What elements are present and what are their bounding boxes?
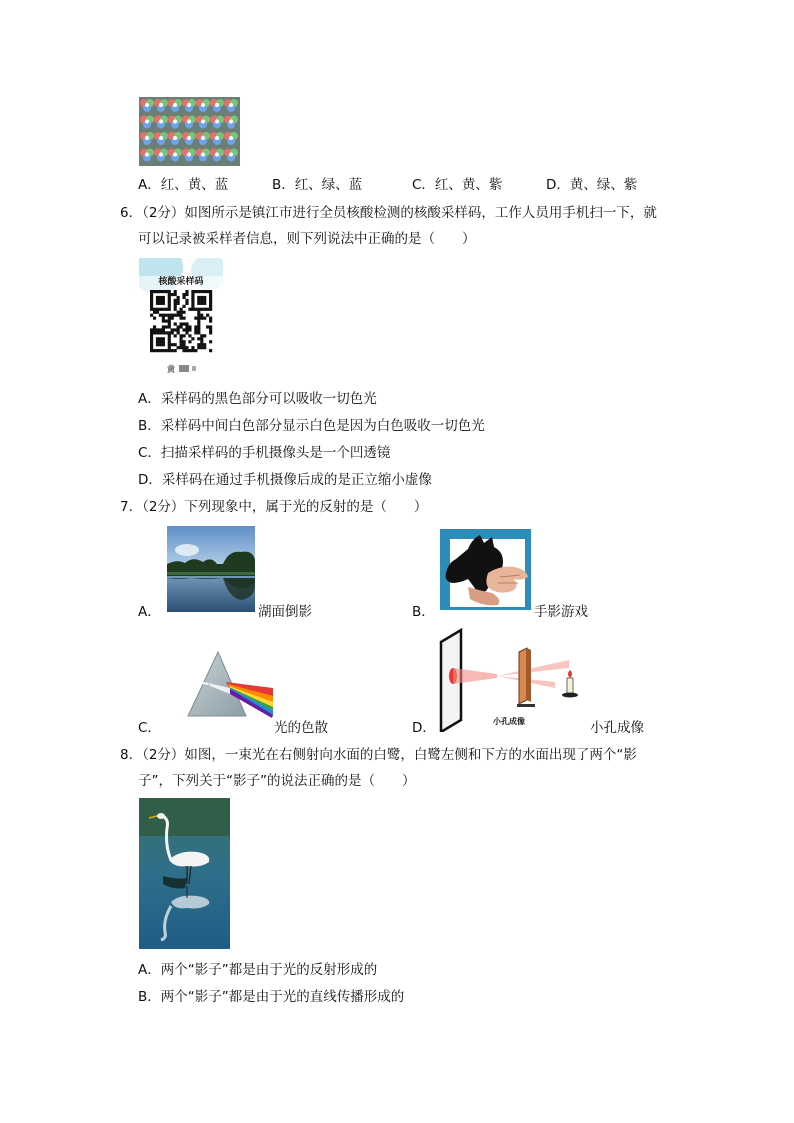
prism-dispersion-image: [186, 648, 273, 720]
sampling-code-footer: 黄: [167, 365, 175, 374]
q7-option-a-caption: 湖面倒影: [258, 604, 312, 620]
q8-stem-line1: 8．（2分）如图，一束光在右侧射向水面的白鹭，白鹭左侧和下方的水面出现了两个“影: [120, 747, 637, 763]
lake-reflection-image: [167, 526, 255, 612]
egret-image: [139, 798, 230, 949]
q7-option-c-caption: 光的色散: [274, 720, 328, 736]
pinhole-image-label: 小孔成像: [493, 717, 525, 726]
q6-stem-line2: 可以记录被采样者信息，则下列说法中正确的是（ ）: [138, 231, 476, 247]
sampling-code-figure: [139, 258, 223, 378]
q8-stem-line2: 子”，下列关于“影子”的说法正确的是（ ）: [138, 773, 416, 789]
q7-option-a-letter: A．: [138, 604, 161, 620]
pinhole-image: [437, 628, 587, 732]
q5-option-a: A．红、黄、蓝: [138, 177, 229, 193]
q7-option-b-letter: B．: [412, 604, 435, 620]
q5-option-c: C．红、黄、紫: [412, 177, 503, 193]
q8-option-b: B．两个“影子”都是由于光的直线传播形成的: [138, 989, 405, 1005]
q6-option-b: B．采样码中间白色部分显示白色是因为白色吸收一切色光: [138, 418, 485, 434]
q7-option-d-letter: D．: [412, 720, 436, 736]
q8-option-a: A．两个“影子”都是由于光的反射形成的: [138, 962, 378, 978]
q5-option-d: D．黄、绿、紫: [546, 177, 638, 193]
color-dots-figure: [139, 97, 240, 166]
q7-option-c-letter: C．: [138, 720, 161, 736]
q7-stem: 7．（2分）下列现象中，属于光的反射的是（ ）: [120, 499, 428, 515]
q5-option-b: B．红、绿、蓝: [272, 177, 363, 193]
color-dots-svg: [139, 97, 240, 166]
q7-option-b-caption: 手影游戏: [534, 604, 588, 620]
q7-option-d-caption: 小孔成像: [590, 720, 644, 736]
q6-option-a: A．采样码的黑色部分可以吸收一切色光: [138, 391, 377, 407]
sampling-code-svg: [139, 258, 223, 378]
q6-option-d: D．采样码在通过手机摄像后成的是正立缩小虚像: [138, 472, 432, 488]
q6-stem-line1: 6．（2分）如图所示是镇江市进行全员核酸检测的核酸采样码，工作人员用手机扫一下，就: [120, 205, 657, 221]
sampling-code-header: 核酸采样码: [158, 277, 204, 287]
q6-option-c: C．扫描采样码的手机摄像头是一个凹透镜: [138, 445, 391, 461]
hand-shadow-image: [440, 529, 531, 610]
